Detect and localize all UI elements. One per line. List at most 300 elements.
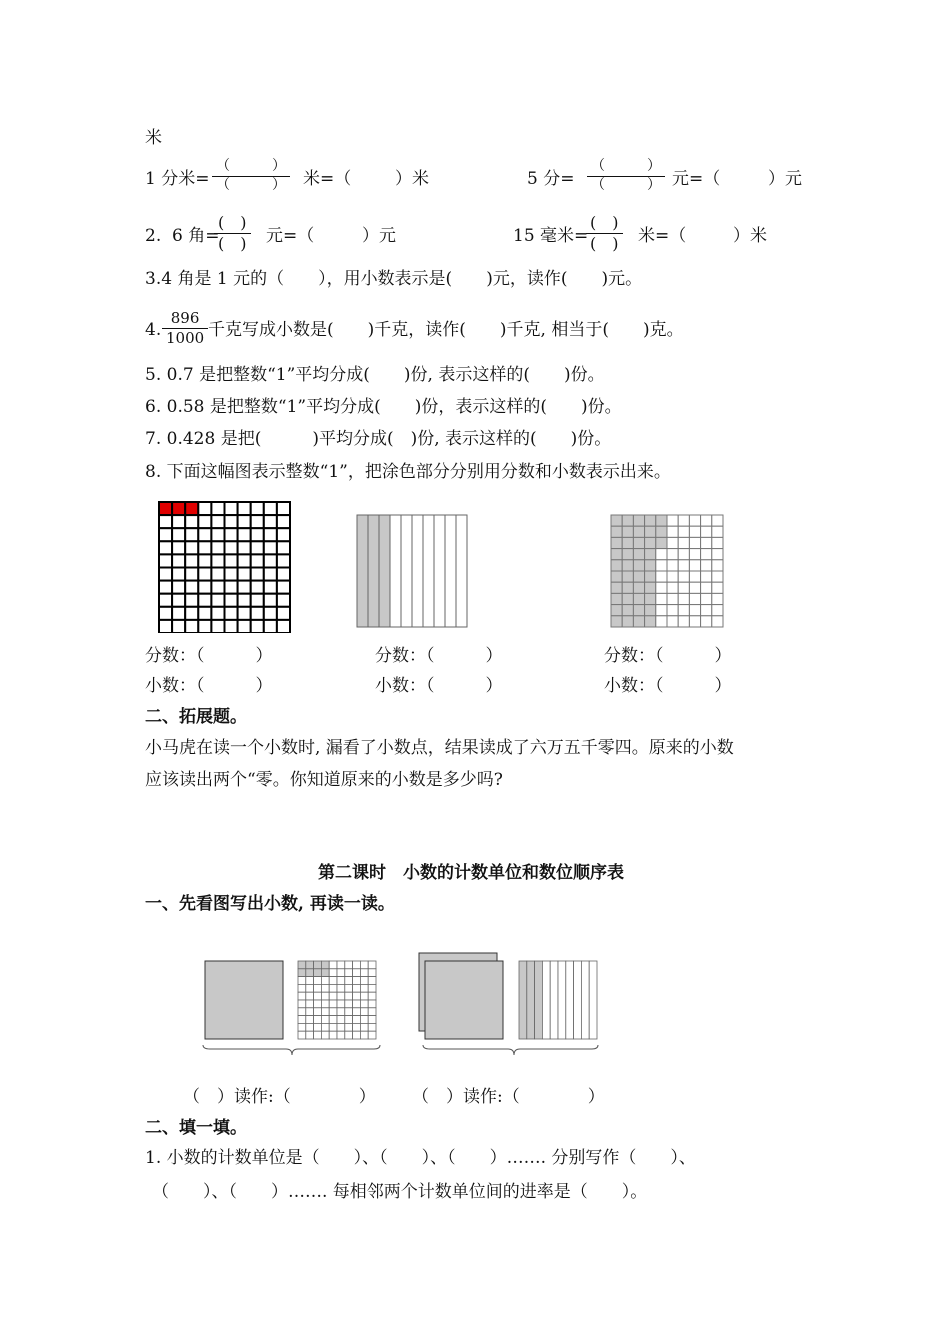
lesson2-figure-right — [415, 945, 605, 1057]
shaded-cell — [314, 969, 322, 977]
grid-cell — [368, 1000, 376, 1008]
lesson2-answer-right: （ ）读作:（ ） — [412, 1087, 605, 1107]
grid-cell — [360, 961, 368, 969]
shaded-cell — [622, 549, 633, 560]
grid-cell — [251, 554, 264, 567]
shaded-cell — [645, 537, 656, 548]
shaded-cell — [633, 582, 644, 593]
top-fragment: 米 — [145, 128, 162, 148]
grid-cell — [211, 554, 224, 567]
grid-cell — [321, 1000, 329, 1008]
grid-cell — [368, 961, 376, 969]
grid-cell — [198, 554, 211, 567]
grid-cell — [321, 1016, 329, 1024]
shaded-cell — [633, 537, 644, 548]
grid-cell — [353, 961, 361, 969]
grid-cell — [314, 1016, 322, 1024]
grid-cell — [198, 620, 211, 633]
hundred-grid — [298, 961, 376, 1039]
q2-left-fraction — [214, 213, 251, 254]
shaded-strip — [368, 515, 379, 627]
grid-cell — [337, 1023, 345, 1031]
answer-fraction-1: 分数：（ ） — [145, 646, 273, 666]
fraction-denominator: 1000 — [162, 328, 208, 348]
question-8: 8. 下面这幅图表示整数“1”，把涂色部分分别用分数和小数表示出来。 — [145, 462, 671, 482]
grid-cell — [321, 1008, 329, 1016]
shaded-cell — [645, 549, 656, 560]
grid-cell — [298, 992, 306, 1000]
grid-cell — [656, 549, 667, 560]
grid-cell — [345, 1000, 353, 1008]
grid-cell — [277, 607, 290, 620]
shaded-cell — [633, 515, 644, 526]
section2-title: 二、拓展题。 — [145, 707, 247, 727]
grid-cell — [689, 605, 700, 616]
grid-cell — [277, 502, 290, 515]
grid-cell — [678, 605, 689, 616]
grid-cell — [329, 1031, 337, 1039]
shaded-cell — [298, 961, 306, 969]
q1-left-fraction — [212, 158, 290, 194]
grid-cell — [701, 616, 712, 627]
shaded-cell — [645, 593, 656, 604]
shaded-cell — [622, 560, 633, 571]
grid-cell — [689, 549, 700, 560]
grid-cell — [701, 605, 712, 616]
grid-cell — [712, 560, 723, 571]
answer-fraction-2: 分数：（ ） — [375, 646, 503, 666]
grid-cell — [198, 502, 211, 515]
grid-cell — [251, 568, 264, 581]
shaded-cell — [622, 593, 633, 604]
grid-cell — [353, 992, 361, 1000]
grid-cell — [314, 1023, 322, 1031]
grid-cell — [277, 594, 290, 607]
strip — [412, 515, 423, 627]
lesson2-section2-title: 二、填一填。 — [145, 1118, 247, 1138]
shaded-cell — [159, 502, 172, 515]
grid-cell — [337, 977, 345, 985]
grid-cell — [251, 528, 264, 541]
grid-cell — [345, 1031, 353, 1039]
shaded-cell — [645, 526, 656, 537]
grid-cell — [211, 581, 224, 594]
shaded-strip — [519, 961, 527, 1039]
grid-cell — [225, 502, 238, 515]
grid-cell — [353, 1023, 361, 1031]
shaded-cell — [611, 526, 622, 537]
grid-cell — [185, 515, 198, 528]
shaded-cell — [656, 537, 667, 548]
grid-cell — [238, 620, 251, 633]
strip — [434, 515, 445, 627]
fraction-numerator: ( ) — [218, 213, 247, 232]
grid-cell — [211, 541, 224, 554]
grid-cell — [689, 593, 700, 604]
grid-cell — [185, 568, 198, 581]
grid-cell — [185, 607, 198, 620]
grid-cell — [368, 1023, 376, 1031]
grid-cell — [238, 594, 251, 607]
grid-cell — [701, 593, 712, 604]
shaded-cell — [306, 961, 314, 969]
grid-hundred-red — [157, 500, 293, 633]
grid-cell — [314, 1008, 322, 1016]
lesson2-answer-left: （ ）读作:（ ） — [183, 1087, 376, 1107]
grid-cell — [159, 528, 172, 541]
fraction-numerator: ( ) — [590, 213, 619, 232]
grid-cell — [185, 620, 198, 633]
grid-cell — [701, 582, 712, 593]
grid-cell — [172, 541, 185, 554]
strip — [550, 961, 558, 1039]
grid-cell — [251, 502, 264, 515]
grid-cell — [225, 554, 238, 567]
q4-fraction — [162, 309, 208, 348]
grid-cell — [689, 537, 700, 548]
grid-cell — [656, 605, 667, 616]
grid-cell — [306, 992, 314, 1000]
grid-cell — [678, 526, 689, 537]
grid-cell — [264, 620, 277, 633]
grid-cell — [314, 977, 322, 985]
grid-cell — [345, 984, 353, 992]
shaded-cell — [656, 526, 667, 537]
shaded-cell — [611, 549, 622, 560]
grid-cell — [360, 984, 368, 992]
grid-cell — [211, 568, 224, 581]
grid-cell — [360, 1000, 368, 1008]
grid-cell — [198, 568, 211, 581]
grid-cell — [656, 571, 667, 582]
strip — [542, 961, 550, 1039]
q2-number: 2. — [145, 226, 162, 246]
grid-cell — [198, 515, 211, 528]
grid-cell — [321, 992, 329, 1000]
grid-cell — [314, 1000, 322, 1008]
grid-cell — [337, 984, 345, 992]
grid-cell — [238, 528, 251, 541]
grid-cell — [712, 593, 723, 604]
grid-cell — [172, 581, 185, 594]
grid-cell — [225, 528, 238, 541]
q1-left-mid: 米=（ — [303, 169, 352, 189]
shaded-cell — [611, 515, 622, 526]
grid-cell — [298, 1031, 306, 1039]
grid-cell — [238, 568, 251, 581]
answer-decimal-3: 小数：（ ） — [604, 676, 732, 696]
q1-right-end: ）元 — [768, 169, 802, 189]
grid-cell — [172, 554, 185, 567]
grid-cell — [345, 977, 353, 985]
grid-cell — [225, 568, 238, 581]
grid-cell — [368, 977, 376, 985]
shaded-strip — [357, 515, 368, 627]
grid-cell — [298, 1008, 306, 1016]
q2-right-fraction — [586, 213, 623, 254]
grid-cell — [337, 961, 345, 969]
shaded-cell — [633, 560, 644, 571]
grid-cell — [667, 593, 678, 604]
shaded-cell — [645, 515, 656, 526]
shaded-cell — [611, 593, 622, 604]
shaded-strip — [535, 961, 543, 1039]
grid-cell — [329, 992, 337, 1000]
grid-cell — [277, 620, 290, 633]
grid-cell — [345, 992, 353, 1000]
shaded-cell — [633, 571, 644, 582]
strip — [589, 961, 597, 1039]
strip — [566, 961, 574, 1039]
grid-cell — [185, 581, 198, 594]
grid-cell — [264, 594, 277, 607]
grid-cell — [198, 607, 211, 620]
grid-cell — [298, 1023, 306, 1031]
grid-cell — [368, 969, 376, 977]
grid-cell — [172, 528, 185, 541]
grid-cell — [656, 582, 667, 593]
grid-cell — [314, 992, 322, 1000]
q1-right-fraction — [587, 158, 665, 194]
strip — [574, 961, 582, 1039]
grid-cell — [701, 537, 712, 548]
q4-number: 4. — [145, 320, 162, 340]
shaded-cell — [633, 593, 644, 604]
grid-cell — [264, 528, 277, 541]
grid-cell — [198, 528, 211, 541]
strip — [558, 961, 566, 1039]
q1-right-label: 5 分= — [527, 169, 575, 189]
q2-left-mid: 元=（ — [266, 226, 315, 246]
q4-text: 千克写成小数是( )千克，读作( )千克, 相当于( )克。 — [208, 320, 684, 340]
grid-cell — [238, 554, 251, 567]
shaded-cell — [656, 515, 667, 526]
grid-cell — [329, 969, 337, 977]
grid-cell — [314, 1031, 322, 1039]
grid-cell — [238, 607, 251, 620]
strip — [401, 515, 412, 627]
lesson2-title: 第二课时 小数的计数单位和数位顺序表 — [318, 863, 624, 883]
grid-cell — [689, 515, 700, 526]
grid-cell — [238, 502, 251, 515]
shaded-cell — [622, 616, 633, 627]
grid-cell — [251, 515, 264, 528]
shaded-cell — [645, 616, 656, 627]
grid-cell — [345, 969, 353, 977]
grid-cell — [238, 581, 251, 594]
grid-cell — [656, 616, 667, 627]
grid-cell — [264, 607, 277, 620]
grid-cell — [360, 1031, 368, 1039]
q2-left-end: ）元 — [362, 226, 396, 246]
grid-hundred-gray — [610, 514, 725, 629]
grid-cell — [172, 607, 185, 620]
grid-cell — [172, 515, 185, 528]
grid-cell — [306, 1023, 314, 1031]
shaded-cell — [622, 571, 633, 582]
grid-cell — [678, 549, 689, 560]
grid-cell — [345, 1008, 353, 1016]
shaded-cell — [645, 560, 656, 571]
shaded-cell — [633, 616, 644, 627]
full-square — [205, 961, 283, 1039]
grid-cell — [159, 515, 172, 528]
grid-cell — [701, 560, 712, 571]
grid-cell — [251, 620, 264, 633]
grid-cell — [277, 541, 290, 554]
grid-cell — [321, 977, 329, 985]
question-7: 7. 0.428 是把( )平均分成( )份, 表示这样的( )份。 — [145, 429, 612, 449]
grid-cell — [225, 594, 238, 607]
grid-cell — [712, 515, 723, 526]
q2-left-label: 6 角= — [172, 226, 220, 246]
grid-cell — [306, 1016, 314, 1024]
grid-cell — [329, 1008, 337, 1016]
grid-cell — [689, 582, 700, 593]
grid-cell — [667, 515, 678, 526]
grid-cell — [277, 568, 290, 581]
shaded-cell — [622, 515, 633, 526]
grid-cell — [368, 1016, 376, 1024]
grid-cell — [368, 984, 376, 992]
grid-cell — [298, 1016, 306, 1024]
grid-cell — [701, 526, 712, 537]
strip — [445, 515, 456, 627]
grid-cell — [360, 977, 368, 985]
grid-cell — [159, 620, 172, 633]
grid-cell — [368, 992, 376, 1000]
grid-cell — [306, 977, 314, 985]
lesson2-q1-line2: （ ）、（ ）……. 每相邻两个计数单位间的进率是（ ）。 — [152, 1182, 648, 1202]
grid-cell — [667, 571, 678, 582]
fraction-numerator: （ ） — [591, 158, 661, 174]
grid-cell — [329, 984, 337, 992]
grid-cell — [368, 1008, 376, 1016]
grid-cell — [198, 541, 211, 554]
grid-cell — [353, 1000, 361, 1008]
grid-cell — [159, 541, 172, 554]
grid-cell — [353, 977, 361, 985]
strip — [581, 961, 589, 1039]
brace — [203, 1045, 380, 1055]
grid-cell — [712, 549, 723, 560]
grid-cell — [712, 526, 723, 537]
answer-decimal-1: 小数：（ ） — [145, 676, 273, 696]
grid-cell — [211, 502, 224, 515]
grid-cell — [353, 1016, 361, 1024]
shaded-cell — [645, 571, 656, 582]
grid-tenths-strips — [356, 514, 470, 629]
shaded-cell — [314, 961, 322, 969]
grid-cell — [337, 1016, 345, 1024]
shaded-cell — [321, 961, 329, 969]
q2-right-end: ）米 — [733, 226, 767, 246]
strip — [423, 515, 434, 627]
shaded-cell — [611, 616, 622, 627]
grid-cell — [298, 1000, 306, 1008]
grid-cell — [678, 582, 689, 593]
grid-cell — [321, 1031, 329, 1039]
grid-cell — [277, 581, 290, 594]
shaded-cell — [633, 549, 644, 560]
grid-cell — [306, 1000, 314, 1008]
grid-cell — [185, 528, 198, 541]
grid-cell — [264, 515, 277, 528]
grid-cell — [678, 616, 689, 627]
tenths-strips — [519, 961, 597, 1039]
grid-cell — [264, 554, 277, 567]
q1-right-mid: 元=（ — [672, 169, 721, 189]
grid-cell — [678, 537, 689, 548]
strip — [456, 515, 467, 627]
grid-cell — [277, 528, 290, 541]
grid-cell — [329, 1000, 337, 1008]
grid-cell — [198, 594, 211, 607]
grid-cell — [360, 992, 368, 1000]
grid-cell — [368, 1031, 376, 1039]
grid-cell — [251, 581, 264, 594]
shaded-cell — [622, 605, 633, 616]
shaded-cell — [622, 582, 633, 593]
grid-cell — [337, 1008, 345, 1016]
grid-cell — [667, 616, 678, 627]
grid-cell — [701, 571, 712, 582]
grid-cell — [712, 582, 723, 593]
grid-cell — [306, 984, 314, 992]
grid-cell — [353, 984, 361, 992]
grid-cell — [360, 1023, 368, 1031]
grid-cell — [277, 554, 290, 567]
grid-cell — [321, 984, 329, 992]
fraction-denominator: ( ) — [586, 233, 623, 254]
grid-cell — [159, 594, 172, 607]
grid-cell — [185, 554, 198, 567]
shaded-cell — [298, 969, 306, 977]
shaded-cell — [611, 537, 622, 548]
fraction-numerator: （ ） — [216, 158, 286, 174]
shaded-strip — [527, 961, 535, 1039]
grid-cell — [678, 515, 689, 526]
shaded-cell — [633, 605, 644, 616]
shaded-cell — [633, 526, 644, 537]
grid-cell — [329, 961, 337, 969]
grid-cell — [337, 1000, 345, 1008]
grid-cell — [264, 568, 277, 581]
grid-cell — [277, 515, 290, 528]
grid-cell — [159, 581, 172, 594]
strip — [390, 515, 401, 627]
grid-cell — [298, 977, 306, 985]
grid-cell — [225, 620, 238, 633]
grid-cell — [172, 594, 185, 607]
grid-cell — [701, 549, 712, 560]
grid-cell — [353, 1008, 361, 1016]
shaded-cell — [321, 969, 329, 977]
shaded-cell — [611, 560, 622, 571]
grid-cell — [678, 571, 689, 582]
brace — [423, 1045, 598, 1055]
grid-cell — [306, 1008, 314, 1016]
grid-cell — [678, 593, 689, 604]
grid-cell — [353, 1031, 361, 1039]
shaded-cell — [185, 502, 198, 515]
grid-cell — [656, 560, 667, 571]
grid-cell — [360, 969, 368, 977]
grid-cell — [211, 594, 224, 607]
grid-cell — [185, 594, 198, 607]
grid-cell — [264, 581, 277, 594]
grid-cell — [211, 607, 224, 620]
